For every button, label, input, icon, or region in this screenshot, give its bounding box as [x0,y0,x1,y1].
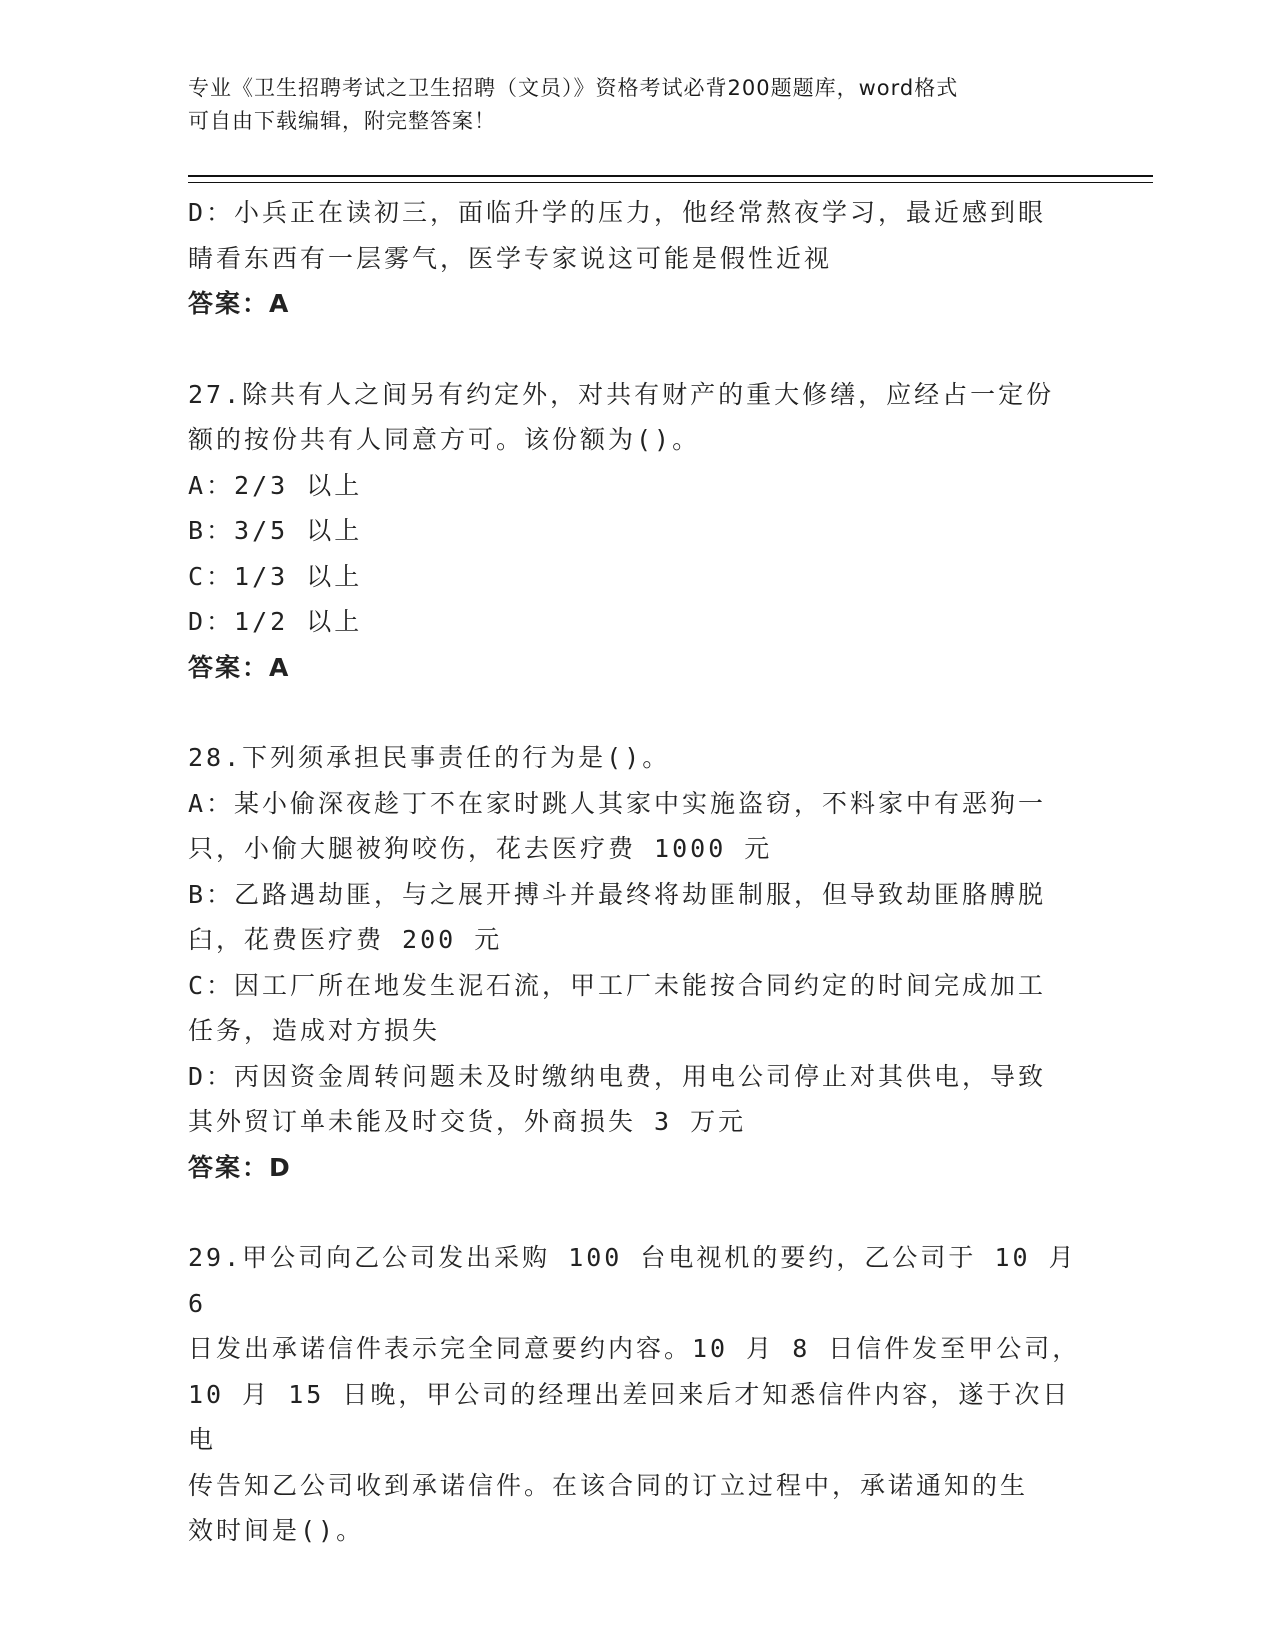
question-27 [188,372,1088,691]
question-stem-continued: 传告知乙公司收到承诺信件。在该合同的订立过程中，承诺通知的生 [188,1470,1029,1500]
question-stem-continued: 10 月 15 日晚，甲公司的经理出差回来后才知悉信件内容，遂于次日电 [188,1379,1071,1454]
question-content [188,190,1088,1554]
spacer [188,1190,1088,1235]
option-a-continued: 只，小偷大腿被狗咬伤，花去医疗费 1000 元 [188,834,773,863]
question-stem: 27.除共有人之间另有约定外，对共有财产的重大修缮，应经占一定份 [188,379,1055,409]
option-c: C：因工厂所在地发生泥石流，甲工厂未能按合同约定的时间完成加工 [188,970,1047,1000]
question-stem-continued: 日发出承诺信件表示完全同意要约内容。10 月 8 日信件发至甲公司， [188,1334,1081,1363]
question-stem: 29.甲公司向乙公司发出采购 100 台电视机的要约，乙公司于 10 月 6 [188,1243,1077,1318]
document-header [188,72,1068,138]
header-divider-thick [188,175,1153,177]
option-c: C：1/3 以上 [188,561,363,591]
option-d: D：丙因资金周转问题未及时缴纳电费，用电公司停止对其供电，导致 [188,1061,1047,1091]
question-stem-continued: 额的按份共有人同意方可。该份额为()。 [188,425,701,454]
answer-label: 答案：A [188,652,291,682]
option-d: D：1/2 以上 [188,607,363,636]
answer-label: 答案：A [188,289,291,318]
option-d-continued: 其外贸订单未能及时交货，外商损失 3 万元 [188,1107,747,1136]
question-28 [188,735,1088,1190]
option-d-continued: 睛看东西有一层雾气，医学专家说这可能是假性近视 [188,243,833,273]
question-26-tail [188,190,1088,327]
option-b-continued: 臼，花费医疗费 200 元 [188,925,503,954]
spacer [188,327,1088,372]
option-c-continued: 任务，造成对方损失 [188,1016,441,1045]
option-b: B：乙路遇劫匪，与之展开搏斗并最终将劫匪制服，但导致劫匪胳膊脱 [188,879,1047,909]
option-a: A：某小偷深夜趁丁不在家时跳人其家中实施盗窃，不料家中有恶狗一 [188,788,1047,818]
option-d: D：小兵正在读初三，面临升学的压力，他经常熬夜学习，最近感到眼 [188,198,1047,227]
answer-label: 答案：D [188,1152,292,1182]
question-29 [188,1235,1088,1554]
question-stem: 28.下列须承担民事责任的行为是()。 [188,743,671,772]
spacer [188,690,1088,735]
option-a: A：2/3 以上 [188,470,363,500]
question-stem-continued: 效时间是()。 [188,1516,365,1545]
header-title-line-2: 可自由下载编辑，附完整答案！ [188,109,496,133]
header-title-line-1: 专业《卫生招聘考试之卫生招聘（文员）》资格考试必背200题题库，word格式 [188,76,959,100]
option-b: B：3/5 以上 [188,516,363,545]
header-divider-thin [188,182,1153,183]
